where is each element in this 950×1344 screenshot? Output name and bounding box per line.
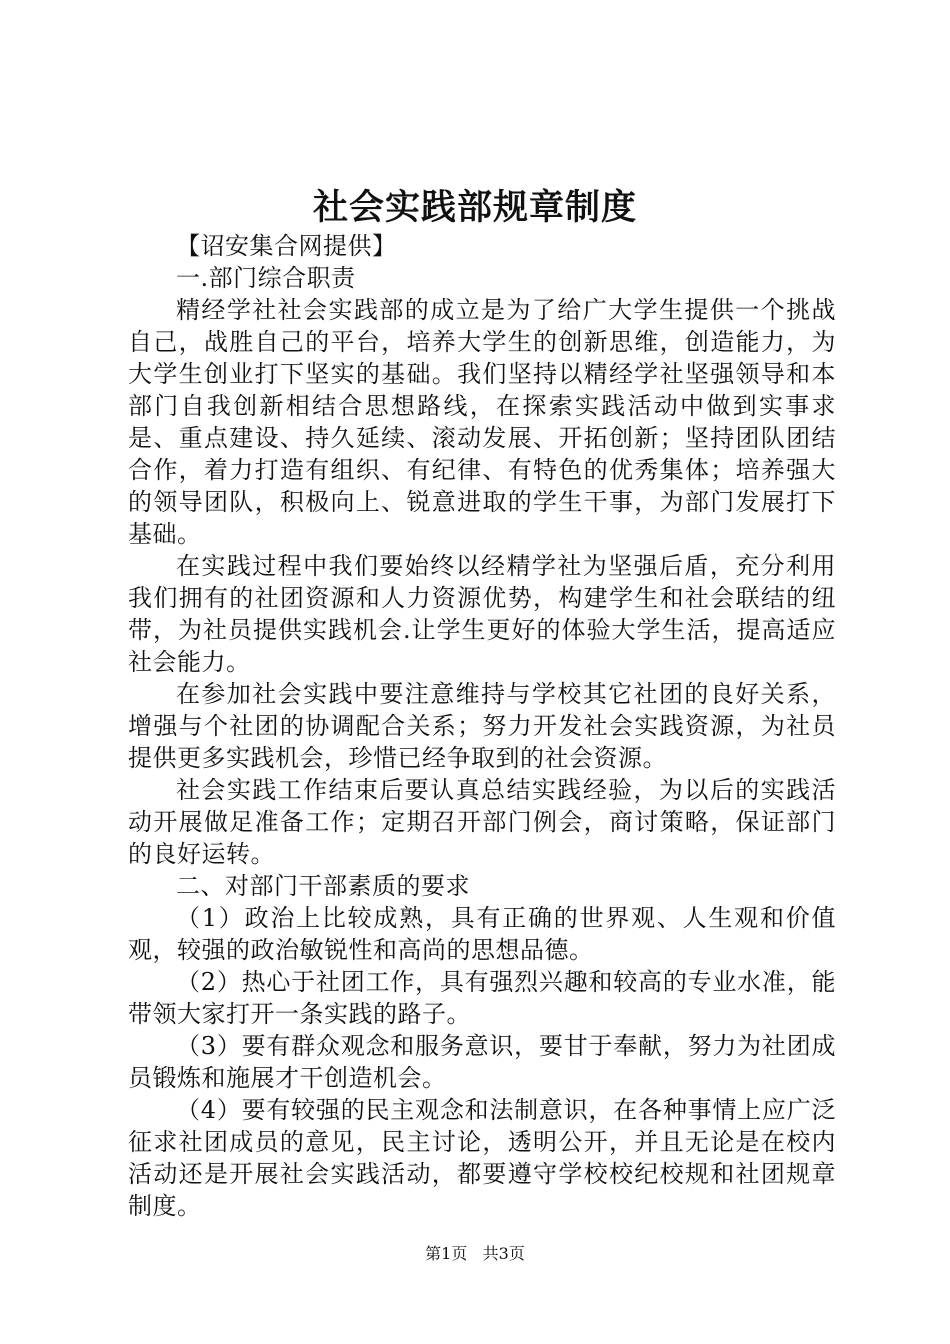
paragraph: 社会实践工作结束后要认真总结实践经验，为以后的实践活动开展做足准备工作；定期召开部门例会，商讨策略，保证部门的良好运转。 <box>128 776 836 868</box>
source-note: 【诏安集合网提供】 <box>176 232 397 260</box>
page-number: 第1页 <box>425 1244 468 1263</box>
page-total: 共3页 <box>482 1244 525 1263</box>
requirement-item: （3）要有群众观念和服务意识，要甘于奉献，努力为社团成员锻炼和施展才干创造机会。 <box>128 1032 836 1092</box>
section-heading-1: 一.部门综合职责 <box>176 264 356 292</box>
requirement-item: （2）热心于社团工作，具有强烈兴趣和较高的专业水准，能带领大家打开一条实践的路子。 <box>128 968 836 1028</box>
document-body <box>128 230 836 1222</box>
requirement-item: （4）要有较强的民主观念和法制意识，在各种事情上应广泛征求社团成员的意见，民主讨论，透明公开，并且无论是在校内活动还是开展社会实践活动，都要遵守学校校纪校规和社团规章制度。 <box>128 1096 836 1220</box>
page-footer <box>0 1242 950 1266</box>
requirement-item: （1）政治上比较成熟，具有正确的世界观、人生观和价值观，较强的政治敏锐性和高尚的思想品德。 <box>128 904 836 964</box>
paragraph: 在参加社会实践中要注意维持与学校其它社团的良好关系，增强与个社团的协调配合关系；努力开发社会实践资源，为社员提供更多实践机会，珍惜已经争取到的社会资源。 <box>128 680 836 772</box>
page-separator <box>472 1244 477 1263</box>
paragraph: 在实践过程中我们要始终以经精学社为坚强后盾，充分利用我们拥有的社团资源和人力资源优势，构建学生和社会联结的纽带，为社员提供实践机会.让学生更好的体验大学生活，提高适应社会能力。 <box>128 552 836 676</box>
paragraph: 精经学社社会实践部的成立是为了给广大学生提供一个挑战自己，战胜自己的平台，培养大学生的创新思维，创造能力，为大学生创业打下坚实的基础。我们坚持以精经学社坚强领导和本部门自我创新相结合思想路线，在探索实践活动中做到实事求是、重点建设、持久延续、滚动发展、开拓创新；坚持团队团结合作，着力打造有组织、有纪律、有特色的优秀集体；培养强大的领导团队，积极向上、锐意进取的学生干事，为部门发展打下基础。 <box>128 296 836 548</box>
document-title: 社会实践部规章制度 <box>312 187 637 228</box>
section-heading-2: 二、对部门干部素质的要求 <box>176 872 470 900</box>
